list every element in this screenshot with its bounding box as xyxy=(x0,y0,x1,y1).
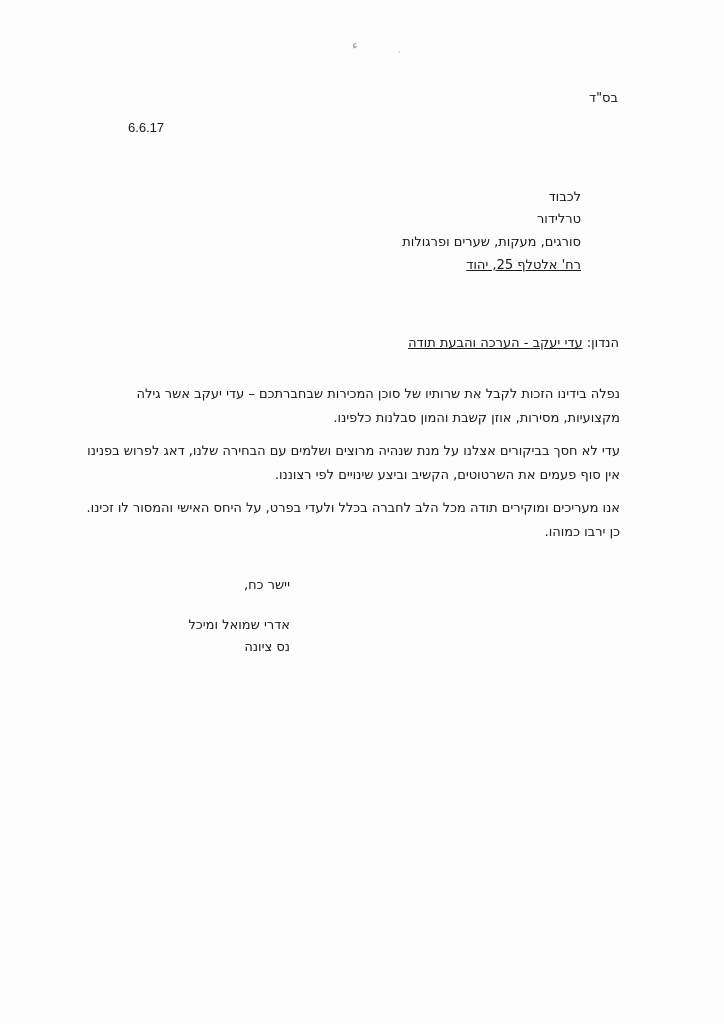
subject-label: הנדון: xyxy=(586,336,619,351)
scan-speck: · xyxy=(398,48,401,57)
body-line: אנו מעריכים ומוקירים תודה מכל הלב לחברה בכלל ולעדי בפרט, על היחס האישי והמסור לו זכינו. xyxy=(86,501,620,516)
scan-mark: ﺀ xyxy=(352,38,358,52)
besd-heading: בס"ד xyxy=(588,91,618,106)
letter-date: 6.6.17 xyxy=(128,120,165,135)
body-paragraph-3 xyxy=(86,497,620,545)
recipient-salutation: לכבוד xyxy=(548,190,581,205)
body-paragraph-1 xyxy=(136,383,620,431)
subject-value: עדי יעקב - הערכה והבעת תודה xyxy=(408,336,583,351)
recipient-address: רח' אלטלף 25, יהוד xyxy=(466,258,581,273)
body-line: כן ירבו כמוהו. xyxy=(544,525,620,540)
recipient-business: סורגים, מעקות, שערים ופרגולות xyxy=(402,235,581,250)
signature-names: אדרי שמואל ומיכל xyxy=(188,618,290,633)
recipient-company: טרלידור xyxy=(536,212,581,227)
subject-line xyxy=(408,336,619,351)
signature-city: נס ציונה xyxy=(244,640,290,655)
body-line: מקצועיות, מסירות, אוזן קשבת והמון סבלנות כלפינו. xyxy=(333,411,620,426)
body-paragraph-2 xyxy=(87,440,620,488)
body-line: נפלה בידינו הזכות לקבל את שרותיו של סוכן המכירות שבחברתכם – עדי יעקב אשר גילה xyxy=(136,387,620,402)
signature-closing: יישר כח, xyxy=(244,578,290,593)
body-line: אין סוף פעמים את השרטוטים, הקשיב וביצע שינויים לפי רצוננו. xyxy=(274,468,620,483)
body-line: עדי לא חסך בביקורים אצלנו על מנת שנהיה מרוצים ושלמים עם הבחירה שלנו, דאג לפרוש בפנינו xyxy=(87,444,620,459)
